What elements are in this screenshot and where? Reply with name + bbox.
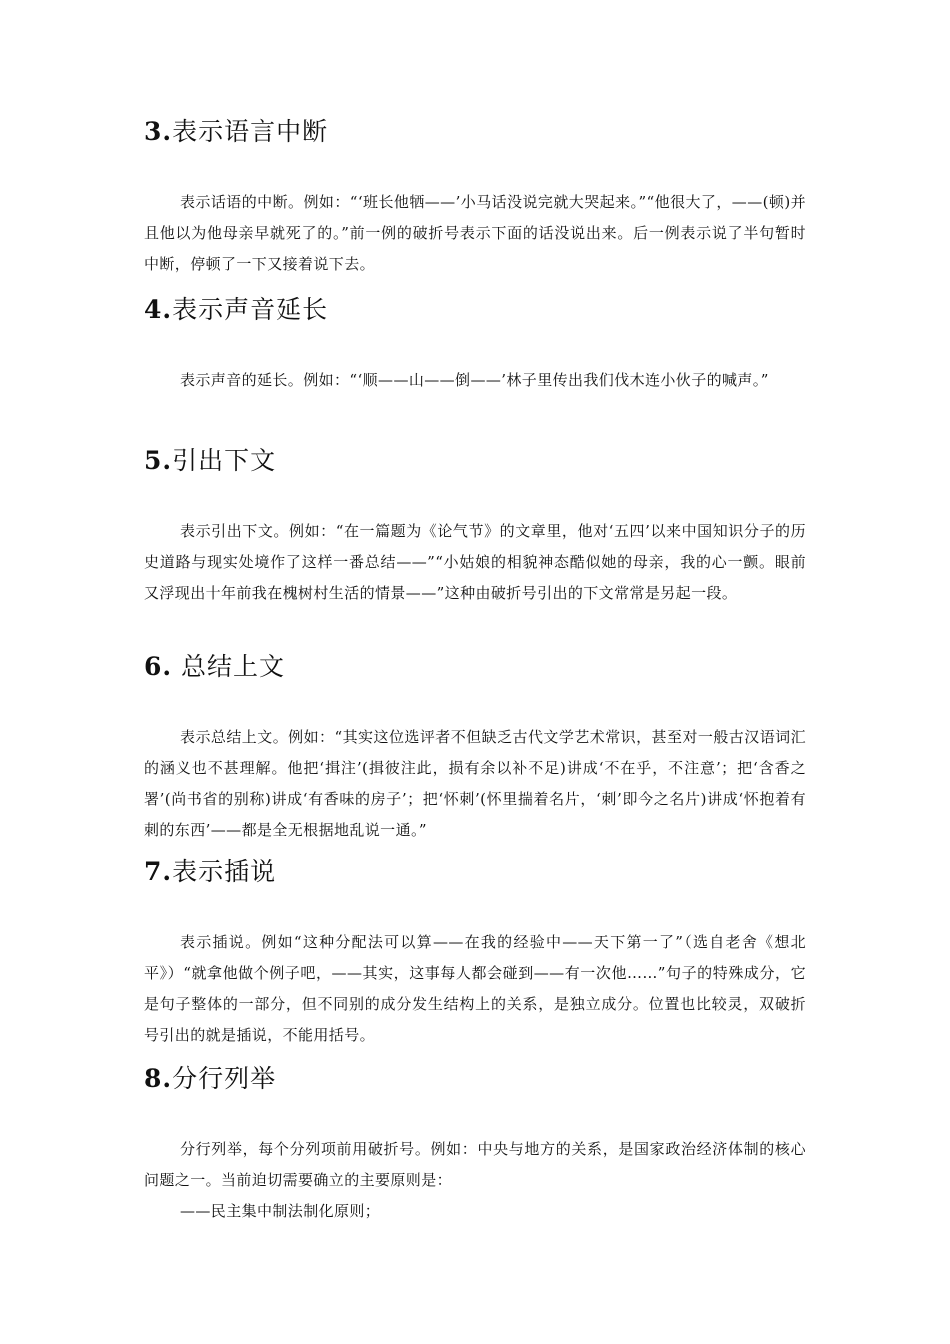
- section-number: 6.: [144, 652, 173, 681]
- section-heading: [144, 650, 806, 684]
- section-number: 5.: [144, 446, 173, 475]
- section-title: 表示语言中断: [172, 117, 329, 146]
- section-number: 4.: [144, 295, 173, 324]
- section-heading: [144, 444, 806, 478]
- section-paragraph: 表示声音的延长。例如：“‘顺——山——倒——’林子里传出我们伐木连小伙子的喊声。”: [180, 371, 769, 389]
- section-number: 8.: [144, 1064, 173, 1093]
- section-heading: [144, 855, 806, 889]
- section-title: 总结上文: [172, 652, 286, 681]
- section-title: 引出下文: [172, 446, 277, 475]
- section-paragraph: 分行列举，每个分列项前用破折号。例如：中央与地方的关系，是国家政治经济体制的核心问题之一。当前迫切需要确立的主要原则是：: [144, 1140, 806, 1189]
- section-heading: [144, 293, 806, 327]
- section-title: 表示插说: [172, 857, 277, 886]
- section-8: [144, 1062, 806, 1227]
- section-5: [144, 444, 806, 609]
- section-number: 3.: [144, 117, 173, 146]
- section-3: [144, 115, 806, 280]
- section-paragraph: 表示话语的中断。例如：“‘班长他牺——’小马话没说完就大哭起来。”“他很大了，——(顿)并且他以为他母亲早就死了的。”前一例的破折号表示下面的话没说出来。后一例表示说了半句暂时中断，停顿了一下又接着说下去。: [144, 193, 806, 273]
- section-number: 7.: [144, 857, 173, 886]
- section-6: [144, 650, 806, 846]
- list-item: ——民主集中制法制化原则；: [180, 1202, 381, 1220]
- section-4: [144, 293, 806, 396]
- section-heading: [144, 1062, 806, 1096]
- section-heading: [144, 115, 806, 149]
- section-paragraph: 表示总结上文。例如：“其实这位选评者不但缺乏古代文学艺术常识，甚至对一般古汉语词汇的涵义也不甚理解。他把‘揖注’(揖彼注此，损有余以补不足)讲成‘不在乎，不注意’；把‘含香之署’(尚书省的别称)讲成‘有香味的房子’；把‘怀刺’(怀里揣着名片，‘刺’即今之名片)讲成‘怀抱着有刺的东西’——都是全无根据地乱说一通。”: [144, 728, 806, 839]
- section-title: 表示声音延长: [172, 295, 329, 324]
- section-title: 分行列举: [172, 1064, 277, 1093]
- section-paragraph: 表示引出下文。例如：“在一篇题为《论气节》的文章里，他对‘五四’以来中国知识分子的历史道路与现实处境作了这样一番总结——”“小姑娘的相貌神态酷似她的母亲，我的心一颤。眼前又浮现出十年前我在槐树村生活的情景——”这种由破折号引出的下文常常是另起一段。: [144, 522, 806, 602]
- section-paragraph: 表示插说。例如“这种分配法可以算——在我的经验中——天下第一了”（选自老舍《想北平》）“就拿他做个例子吧，——其实，这事每人都会碰到——有一次他……”句子的特殊成分，它是句子整体的一部分，但不同别的成分发生结构上的关系，是独立成分。位置也比较灵，双破折号引出的就是插说，不能用括号。: [144, 933, 806, 1044]
- section-7: [144, 855, 806, 1051]
